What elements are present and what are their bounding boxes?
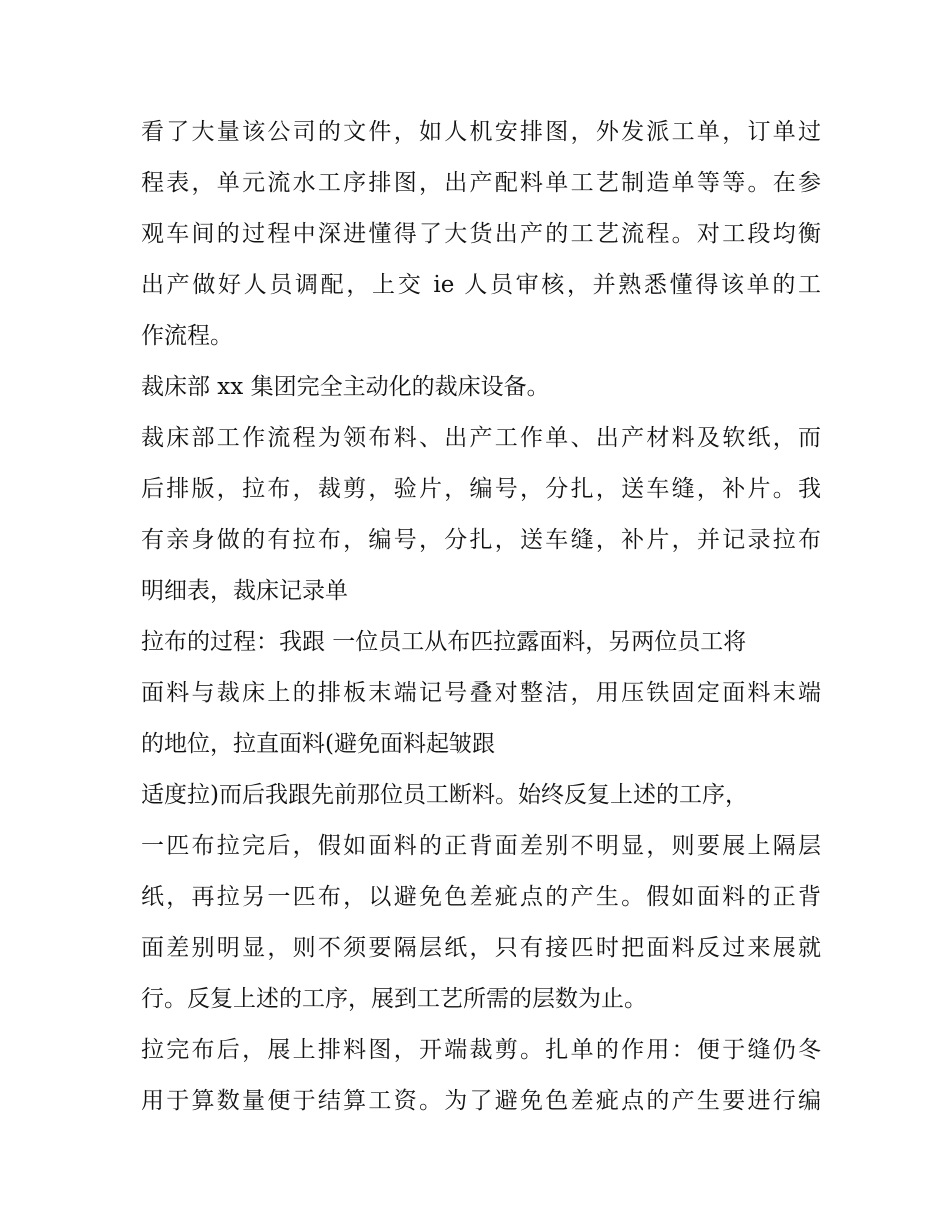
text-line: 用于算数量便于结算工资。为了避免色差疵点的产生要进行编 <box>141 1088 821 1114</box>
text-line: 面差别明显，则不须要隔层纸，只有接匹时把面料反过来展就 <box>141 935 821 961</box>
text-line: 纸，再拉另一匹布，以避免色差疵点的产生。假如面料的正背 <box>141 884 821 910</box>
text-line: 面料与裁床上的排板末端记号叠对整洁，用压铁固定面料末端 <box>141 680 821 706</box>
text-line: 作流程。 <box>141 323 233 349</box>
text-line: 拉布的过程：我跟 一位员工从布匹拉露面料，另两位员工将 <box>141 629 747 655</box>
text-line: 的地位，拉直面料(避免面料起皱跟 <box>141 731 495 757</box>
text-line: 行。反复上述的工序，展到工艺所需的层数为止。 <box>141 986 647 1012</box>
text-line: 裁床部 xx 集团完全主动化的裁床设备。 <box>141 374 550 400</box>
text-line: 后排版，拉布，裁剪，验片，编号，分扎，送车缝，补片。我 <box>141 476 821 502</box>
text-line: 看了大量该公司的文件，如人机安排图，外发派工单，订单过 <box>141 119 821 145</box>
text-line: 一匹布拉完后，假如面料的正背面差别不明显，则要展上隔层 <box>141 833 821 859</box>
text-line: 明细表，裁床记录单 <box>141 578 348 604</box>
text-line: 拉完布后，展上排料图，开端裁剪。扎单的作用：便于缝仍冬 <box>141 1037 821 1063</box>
text-line: 观车间的过程中深进懂得了大货出产的工艺流程。对工段均衡 <box>141 221 821 247</box>
text-line: 程表，单元流水工序排图，出产配料单工艺制造单等等。在参 <box>141 170 821 196</box>
text-line: 有亲身做的有拉布，编号，分扎，送车缝，补片，并记录拉布 <box>141 527 821 553</box>
text-line: 适度拉)而后我跟先前那位员工断料。始终反复上述的工序， <box>141 782 748 808</box>
document-body <box>141 107 821 1127</box>
text-line: 裁床部工作流程为领布料、出产工作单、出产材料及软纸，而 <box>141 425 821 451</box>
text-line: 出产做好人员调配，上交 ie 人员审核，并熟悉懂得该单的工 <box>141 272 821 298</box>
